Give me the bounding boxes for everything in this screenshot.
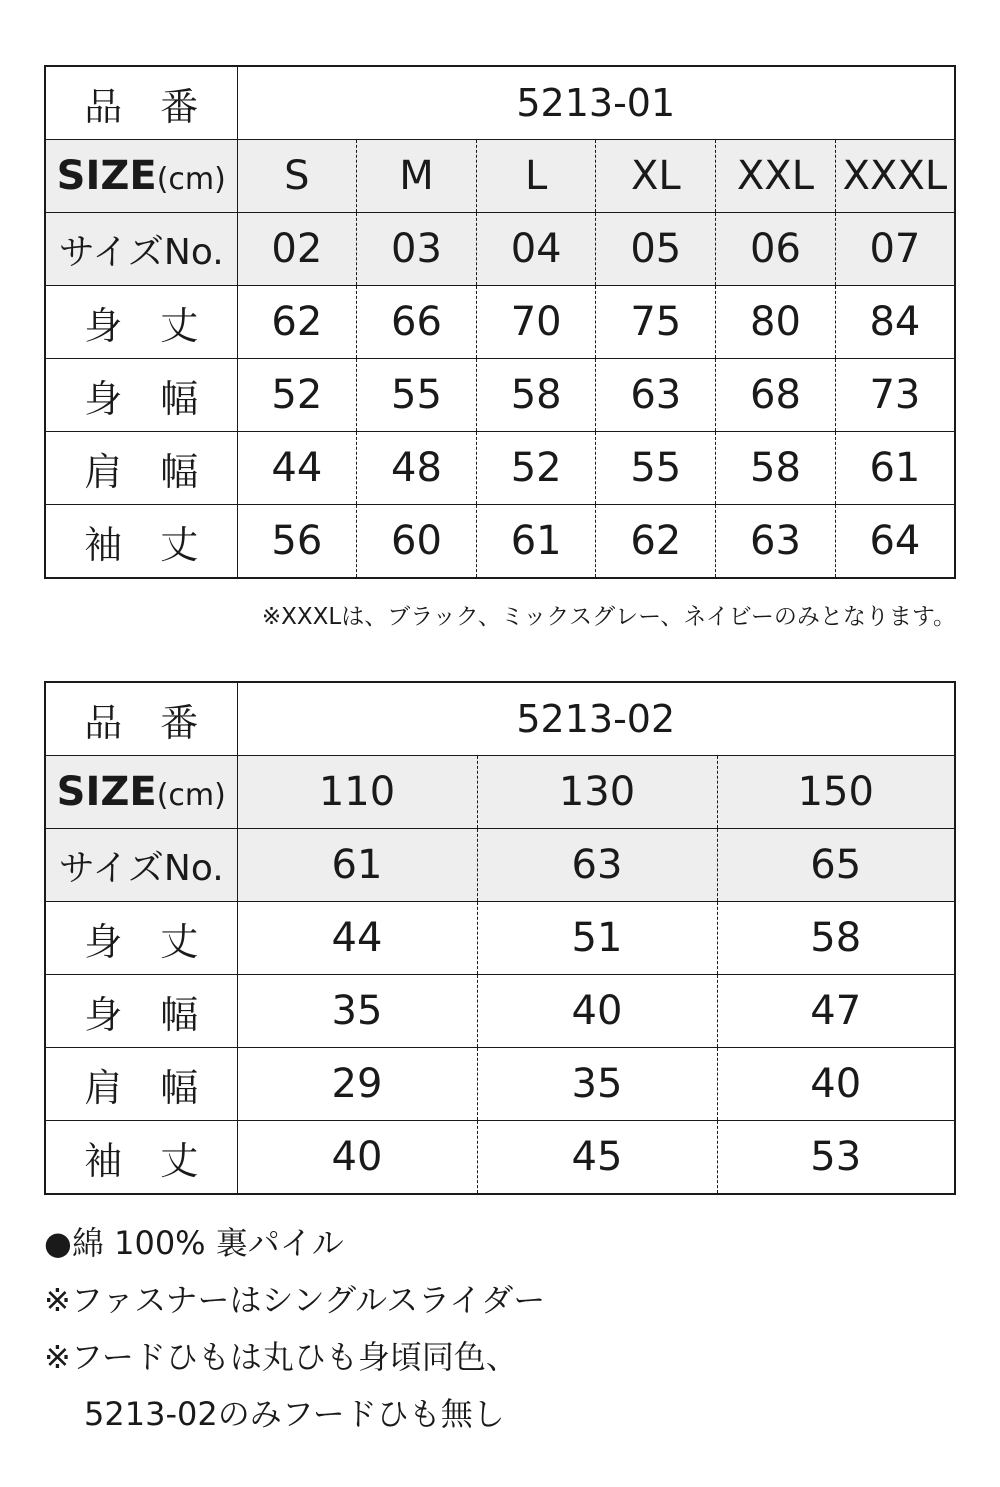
value-cell: 63: [596, 359, 716, 432]
value-cell: 80: [716, 286, 836, 359]
value-cell: 45: [477, 1121, 717, 1195]
value-cell: 29: [237, 1048, 477, 1121]
body-width-row: [45, 975, 955, 1048]
value-cell: 04: [476, 213, 596, 286]
value-cell: 70: [476, 286, 596, 359]
xxxl-color-note: ※XXXLは、ブラック、ミックスグレー、ネイビーのみとなります。: [261, 604, 956, 630]
row-label: 袖 丈: [45, 505, 237, 579]
hood-cord-note: ※フードひもは丸ひも身頃同色、: [44, 1338, 518, 1376]
row-label: 肩 幅: [45, 1048, 237, 1121]
value-cell: 40: [717, 1048, 955, 1121]
value-cell: 65: [717, 829, 955, 902]
value-cell: 53: [717, 1121, 955, 1195]
hinban-row: [45, 66, 955, 140]
hinban-label: 品 番: [45, 682, 237, 756]
product-notes: [44, 1215, 545, 1443]
value-cell: 61: [476, 505, 596, 579]
value-cell: 66: [357, 286, 477, 359]
value-cell: 44: [237, 902, 477, 975]
value-cell: 48: [357, 432, 477, 505]
size-cell: 150: [717, 756, 955, 829]
value-cell: 62: [596, 505, 716, 579]
row-label: サイズNo.: [45, 829, 237, 902]
value-cell: 73: [835, 359, 955, 432]
value-cell: 62: [237, 286, 357, 359]
value-cell: 61: [237, 829, 477, 902]
row-label: 身 幅: [45, 975, 237, 1048]
sleeve-length-row: [45, 505, 955, 579]
row-label: 肩 幅: [45, 432, 237, 505]
value-cell: 75: [596, 286, 716, 359]
size-table-5213-02: [44, 681, 956, 1195]
row-label: 身 丈: [45, 902, 237, 975]
value-cell: 07: [835, 213, 955, 286]
value-cell: 44: [237, 432, 357, 505]
value-cell: 52: [237, 359, 357, 432]
body-length-row: [45, 286, 955, 359]
value-cell: 03: [357, 213, 477, 286]
material-note: ●綿 100% 裏パイル: [44, 1224, 344, 1262]
size-cell: M: [357, 140, 477, 213]
size-row: [45, 756, 955, 829]
value-cell: 63: [477, 829, 717, 902]
shoulder-width-row: [45, 1048, 955, 1121]
size-cell: 130: [477, 756, 717, 829]
row-label: サイズNo.: [45, 213, 237, 286]
hinban-label: 品 番: [45, 66, 237, 140]
value-cell: 55: [596, 432, 716, 505]
value-cell: 56: [237, 505, 357, 579]
value-cell: 64: [835, 505, 955, 579]
value-cell: 51: [477, 902, 717, 975]
value-cell: 63: [716, 505, 836, 579]
body-length-row: [45, 902, 955, 975]
value-cell: 58: [716, 432, 836, 505]
value-cell: 61: [835, 432, 955, 505]
row-label: 身 幅: [45, 359, 237, 432]
size-table-5213-01: [44, 65, 956, 579]
value-cell: 47: [717, 975, 955, 1048]
value-cell: 06: [716, 213, 836, 286]
size-cell: XXL: [716, 140, 836, 213]
sleeve-length-row: [45, 1121, 955, 1195]
size-cell: 110: [237, 756, 477, 829]
size-label: SIZE(cm): [45, 756, 237, 829]
value-cell: 40: [237, 1121, 477, 1195]
value-cell: 68: [716, 359, 836, 432]
zipper-note: ※ファスナーはシングルスライダー: [44, 1281, 546, 1319]
value-cell: 58: [717, 902, 955, 975]
value-cell: 35: [477, 1048, 717, 1121]
value-cell: 40: [477, 975, 717, 1048]
hood-cord-note-cont: 5213-02のみフードひも無し: [84, 1395, 505, 1433]
body-width-row: [45, 359, 955, 432]
size-cell: L: [476, 140, 596, 213]
value-cell: 02: [237, 213, 357, 286]
product-code: 5213-02: [237, 682, 955, 756]
value-cell: 60: [357, 505, 477, 579]
hinban-row: [45, 682, 955, 756]
product-code: 5213-01: [237, 66, 955, 140]
row-label: 袖 丈: [45, 1121, 237, 1195]
value-cell: 05: [596, 213, 716, 286]
value-cell: 52: [476, 432, 596, 505]
value-cell: 55: [357, 359, 477, 432]
value-cell: 35: [237, 975, 477, 1048]
size-number-row: [45, 213, 955, 286]
size-cell: XL: [596, 140, 716, 213]
value-cell: 58: [476, 359, 596, 432]
size-label: SIZE(cm): [45, 140, 237, 213]
size-cell: S: [237, 140, 357, 213]
row-label: 身 丈: [45, 286, 237, 359]
size-number-row: [45, 829, 955, 902]
size-cell: XXXL: [835, 140, 955, 213]
value-cell: 84: [835, 286, 955, 359]
shoulder-width-row: [45, 432, 955, 505]
size-row: [45, 140, 955, 213]
